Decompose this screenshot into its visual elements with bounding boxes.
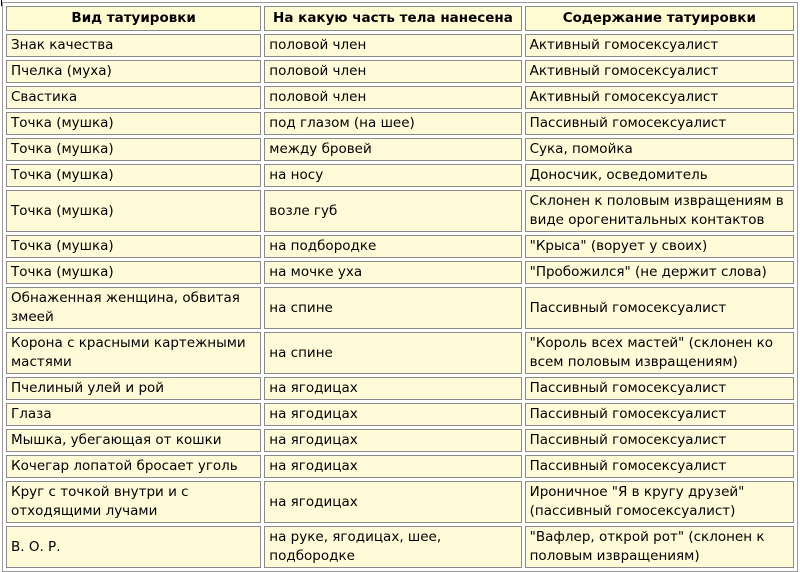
header-tattoo-type: Вид татуировки bbox=[6, 6, 261, 31]
table-row bbox=[6, 138, 794, 161]
table-row bbox=[6, 377, 794, 400]
cell-body-part: половой член bbox=[264, 60, 521, 83]
cell-meaning: "Вафлер, открой рот" (склонен к половым извращениям) bbox=[525, 526, 794, 568]
cell-tattoo-type: Свастика bbox=[6, 86, 261, 109]
cell-meaning: Доносчик, осведомитель bbox=[525, 164, 794, 187]
table-row bbox=[6, 481, 794, 523]
table-row bbox=[6, 287, 794, 329]
cell-tattoo-type: Знак качества bbox=[6, 34, 261, 57]
table-row bbox=[6, 190, 794, 232]
cell-tattoo-type: Мышка, убегающая от кошки bbox=[6, 429, 261, 452]
cell-meaning: Пассивный гомосексуалист bbox=[525, 455, 794, 478]
cell-tattoo-type: Глаза bbox=[6, 403, 261, 426]
table-body bbox=[6, 34, 794, 568]
cell-meaning: "Крыса" (ворует у своих) bbox=[525, 235, 794, 258]
table-row bbox=[6, 429, 794, 452]
cell-body-part: на спине bbox=[264, 332, 521, 374]
cell-tattoo-type: Точка (мушка) bbox=[6, 235, 261, 258]
table-row bbox=[6, 86, 794, 109]
table-row bbox=[6, 332, 794, 374]
cell-tattoo-type: Круг с точкой внутри и с отходящими лучами bbox=[6, 481, 261, 523]
cell-meaning: Активный гомосексуалист bbox=[525, 60, 794, 83]
cell-body-part: на ягодицах bbox=[264, 455, 521, 478]
cell-body-part: на носу bbox=[264, 164, 521, 187]
cell-body-part: на ягодицах bbox=[264, 429, 521, 452]
cell-meaning: Активный гомосексуалист bbox=[525, 34, 794, 57]
cell-meaning: Пассивный гомосексуалист bbox=[525, 403, 794, 426]
table-row bbox=[6, 403, 794, 426]
cell-meaning: Активный гомосексуалист bbox=[525, 86, 794, 109]
cell-meaning: Ироничное "Я в кругу друзей" (пассивный гомосексуалист) bbox=[525, 481, 794, 523]
cell-body-part: на ягодицах bbox=[264, 403, 521, 426]
cell-meaning: "Пробожился" (не держит слова) bbox=[525, 261, 794, 284]
cell-body-part: на ягодицах bbox=[264, 377, 521, 400]
cell-tattoo-type: Пчелка (муха) bbox=[6, 60, 261, 83]
cell-tattoo-type: Обнаженная женщина, обвитая змеей bbox=[6, 287, 261, 329]
table-row bbox=[6, 112, 794, 135]
cell-tattoo-type: Точка (мушка) bbox=[6, 261, 261, 284]
cell-body-part: на спине bbox=[264, 287, 521, 329]
table-row bbox=[6, 261, 794, 284]
header-body-part: На какую часть тела нанесена bbox=[264, 6, 521, 31]
table-row bbox=[6, 235, 794, 258]
cell-tattoo-type: Корона с красными картежными мастями bbox=[6, 332, 261, 374]
header-row bbox=[6, 6, 794, 31]
cell-tattoo-type: Точка (мушка) bbox=[6, 138, 261, 161]
cell-meaning: Склонен к половым извращениям в виде орогенитальных контактов bbox=[525, 190, 794, 232]
cell-tattoo-type: Точка (мушка) bbox=[6, 164, 261, 187]
table-row bbox=[6, 164, 794, 187]
cell-body-part: на мочке уха bbox=[264, 261, 521, 284]
cell-meaning: Пассивный гомосексуалист bbox=[525, 287, 794, 329]
cell-meaning: Пассивный гомосексуалист bbox=[525, 377, 794, 400]
cell-body-part: между бровей bbox=[264, 138, 521, 161]
cell-tattoo-type: Пчелиный улей и рой bbox=[6, 377, 261, 400]
table-row bbox=[6, 60, 794, 83]
cell-meaning: "Король всех мастей" (склонен ко всем половым извращениям) bbox=[525, 332, 794, 374]
cell-body-part: возле губ bbox=[264, 190, 521, 232]
cell-meaning: Пассивный гомосексуалист bbox=[525, 429, 794, 452]
cell-tattoo-type: Точка (мушка) bbox=[6, 112, 261, 135]
cell-body-part: на ягодицах bbox=[264, 481, 521, 523]
cell-body-part: на руке, ягодицах, шее, подбородке bbox=[264, 526, 521, 568]
header-meaning: Содержание татуировки bbox=[525, 6, 794, 31]
cell-tattoo-type: В. О. Р. bbox=[6, 526, 261, 568]
table-row bbox=[6, 455, 794, 478]
cell-meaning: Пассивный гомосексуалист bbox=[525, 112, 794, 135]
cell-tattoo-type: Кочегар лопатой бросает уголь bbox=[6, 455, 261, 478]
cell-meaning: Сука, помойка bbox=[525, 138, 794, 161]
tattoo-table bbox=[2, 2, 798, 572]
table-row bbox=[6, 34, 794, 57]
cell-body-part: на подбородке bbox=[264, 235, 521, 258]
cell-body-part: половой член bbox=[264, 34, 521, 57]
cell-body-part: половой член bbox=[264, 86, 521, 109]
cell-tattoo-type: Точка (мушка) bbox=[6, 190, 261, 232]
table-row bbox=[6, 526, 794, 568]
table-header bbox=[6, 6, 794, 31]
cell-body-part: под глазом (на шее) bbox=[264, 112, 521, 135]
